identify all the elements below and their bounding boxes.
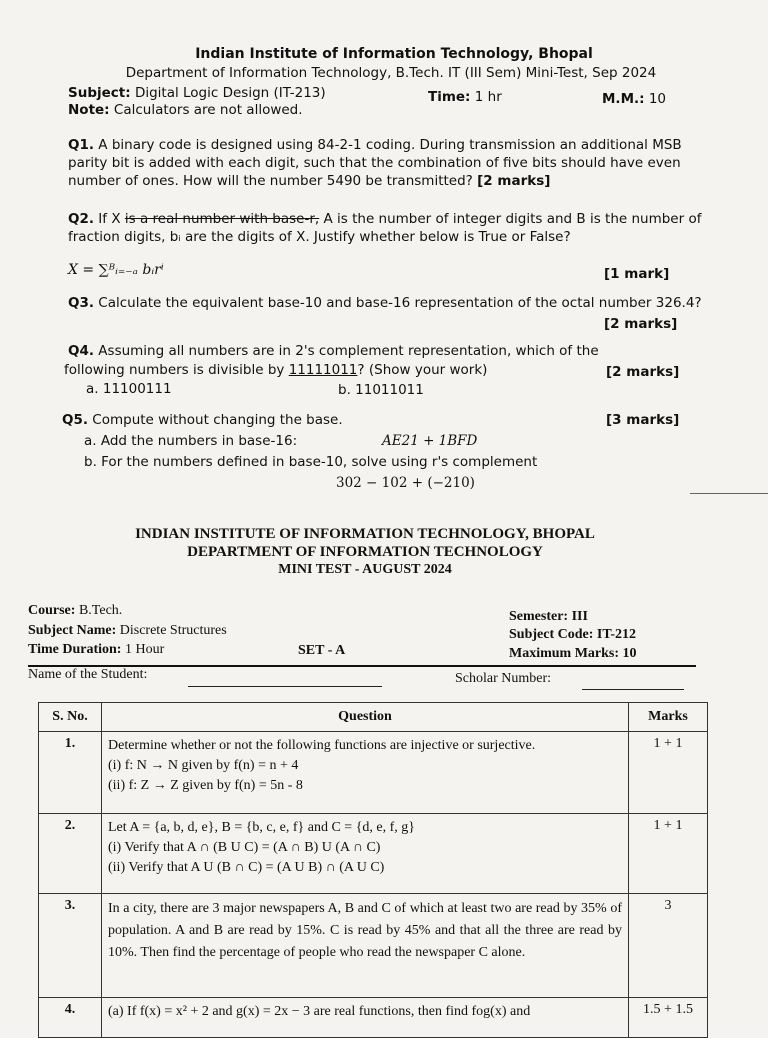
question-marks: [2 marks] xyxy=(477,173,551,189)
paper-edge xyxy=(690,493,768,494)
subject-code-label: Subject Code: xyxy=(509,627,594,642)
max-marks-line xyxy=(509,646,637,662)
note-label: Note: xyxy=(68,102,110,118)
question-marks: [1 mark] xyxy=(604,266,670,282)
test-title: MINI TEST - AUGUST 2024 xyxy=(278,562,452,577)
subject-value: Discrete Structures xyxy=(119,623,227,638)
question-line: (ii) f: Z → Z given by f(n) = 5n - 8 xyxy=(108,778,303,793)
max-marks-value: 10 xyxy=(622,646,637,661)
scholar-number-blank xyxy=(582,689,684,690)
max-marks-line xyxy=(602,91,666,107)
note-line xyxy=(68,102,303,118)
question-text-line2: following numbers is divisible by xyxy=(64,362,285,378)
table-row xyxy=(39,732,708,814)
subject-line xyxy=(28,623,227,639)
subject-value: Digital Logic Design (IT-213) xyxy=(134,85,326,101)
subject-label: Subject: xyxy=(68,85,131,101)
row-question xyxy=(102,814,629,894)
table-row xyxy=(39,894,708,998)
question-number: Q5. xyxy=(62,412,88,428)
time-value: 1 Hour xyxy=(124,642,165,657)
divisor-value: 11111011 xyxy=(288,362,358,378)
question-marks: [3 marks] xyxy=(606,412,680,428)
note-value: Calculators are not allowed. xyxy=(113,102,303,118)
question-5 xyxy=(62,412,343,428)
question-2 xyxy=(68,210,718,246)
part-a-expression: AE21 + 1BFD xyxy=(382,433,478,449)
part-b: b. For the numbers defined in base-10, solve using r's complement xyxy=(84,454,538,470)
question-line: (ii) Verify that A U (B ∩ C) = (A U B) ∩ (A U C) xyxy=(108,860,385,875)
row-question xyxy=(102,894,629,998)
student-name-label: Name of the Student: xyxy=(28,667,148,682)
question-marks: [2 marks] xyxy=(604,316,678,332)
question-line: (i) f: N → N given by f(n) = n + 4 xyxy=(108,758,299,773)
question-line: Determine whether or not the following functions are injective or surjective. xyxy=(108,738,536,753)
row-marks: 3 xyxy=(629,894,708,998)
time-line xyxy=(428,89,502,105)
question-marks: [2 marks] xyxy=(606,364,680,380)
semester-label: Semester: xyxy=(509,609,569,624)
question-text: Calculate the equivalent base-10 and base-16 representation of the octal number 326.4? xyxy=(98,295,702,311)
question-text-line2-end: ? (Show your work) xyxy=(357,362,488,378)
option-a: a. 11100111 xyxy=(86,381,172,397)
set-label: SET - A xyxy=(298,643,346,658)
subject-label: Subject Name: xyxy=(28,623,117,638)
question-text: Compute without changing the base. xyxy=(92,412,343,428)
struck-out-text: is a real number with base-r, xyxy=(124,211,320,227)
row-number: 1. xyxy=(39,732,102,814)
question-line: (a) If f(x) = x² + 2 and g(x) = 2x − 3 are real functions, then find fog(x) and xyxy=(108,1004,531,1019)
row-marks: 1.5 + 1.5 xyxy=(629,998,708,1038)
time-line xyxy=(28,642,164,658)
course-line xyxy=(28,603,122,619)
department-line: Department of Information Technology, B.Tech. IT (III Sem) Mini-Test, Sep 2024 xyxy=(125,65,657,81)
question-text-line1: Assuming all numbers are in 2's complement representation, which of the xyxy=(98,343,599,359)
question-number: Q1. xyxy=(68,137,94,153)
scholar-number-label: Scholar Number: xyxy=(455,671,552,686)
question-number: Q4. xyxy=(68,343,94,359)
row-question xyxy=(102,998,629,1038)
row-number: 4. xyxy=(39,998,102,1038)
question-paper-discrete-structures xyxy=(0,500,768,1024)
question-number: Q2. xyxy=(68,211,94,227)
column-header-marks: Marks xyxy=(629,703,708,732)
question-4 xyxy=(68,343,599,359)
table-header-row xyxy=(39,703,708,732)
column-header-question: Question xyxy=(102,703,629,732)
row-marks: 1 + 1 xyxy=(629,814,708,894)
question-text: In a city, there are 3 major newspapers A, B and C of which at least two are read by 35% of population. A and B are read by 15%. C is read by 45% and that all the three are read by 10%. Then find the percentage of people who read the newspaper C alone. xyxy=(108,901,622,960)
semester-value: III xyxy=(571,609,588,624)
table-row xyxy=(39,814,708,894)
row-number: 2. xyxy=(39,814,102,894)
time-label: Time: xyxy=(428,89,471,105)
max-marks-label: M.M.: xyxy=(602,91,645,107)
sum-formula: X = ∑ᴮᵢ₌₋ₐ bᵢrⁱ xyxy=(68,262,164,278)
subject-line xyxy=(68,85,326,101)
max-marks-label: Maximum Marks: xyxy=(509,646,620,661)
question-number: Q3. xyxy=(68,295,94,311)
question-text: A binary code is designed using 84-2-1 coding. During transmission an additional MSB parity bit is added with each digit, such that the combination of five bits should have even number of ones. How will the number 5490 be transmitted? xyxy=(68,137,682,189)
part-a: a. Add the numbers in base-16: xyxy=(84,433,298,449)
subject-code-line xyxy=(509,627,636,643)
option-b: b. 11011011 xyxy=(338,382,424,398)
table-row xyxy=(39,998,708,1038)
question-4-line2 xyxy=(64,362,487,378)
course-label: Course: xyxy=(28,603,76,618)
course-value: B.Tech. xyxy=(78,603,123,618)
question-line: (i) Verify that A ∩ (B U C) = (A ∩ B) U (A ∩ C) xyxy=(108,840,381,855)
institute-title: Indian Institute of Information Technology, Bhopal xyxy=(195,46,593,62)
row-marks: 1 + 1 xyxy=(629,732,708,814)
question-paper-digital-logic xyxy=(0,0,768,500)
question-3 xyxy=(68,294,718,312)
questions-table xyxy=(38,702,708,1038)
question-text: A is the number of integer digits and B is the number of fraction digits, bᵢ are the digits of X. Justify whether below is True or False? xyxy=(68,211,702,245)
department-title: DEPARTMENT OF INFORMATION TECHNOLOGY xyxy=(187,544,543,560)
row-question xyxy=(102,732,629,814)
column-header-sno: S. No. xyxy=(39,703,102,732)
institute-title: INDIAN INSTITUTE OF INFORMATION TECHNOLOGY, BHOPAL xyxy=(135,526,595,542)
time-label: Time Duration: xyxy=(28,642,122,657)
part-b-expression: 302 − 102 + (−210) xyxy=(336,475,475,491)
max-marks-value: 10 xyxy=(648,91,667,107)
subject-code-value: IT-212 xyxy=(596,627,637,642)
semester-line xyxy=(509,609,588,625)
student-name-blank xyxy=(188,686,382,687)
question-1 xyxy=(68,136,718,190)
question-line: Let A = {a, b, d, e}, B = {b, c, e, f} and C = {d, e, f, g} xyxy=(108,820,416,835)
time-value: 1 hr xyxy=(474,89,502,105)
question-text-pre: If X xyxy=(98,211,121,227)
row-number: 3. xyxy=(39,894,102,998)
